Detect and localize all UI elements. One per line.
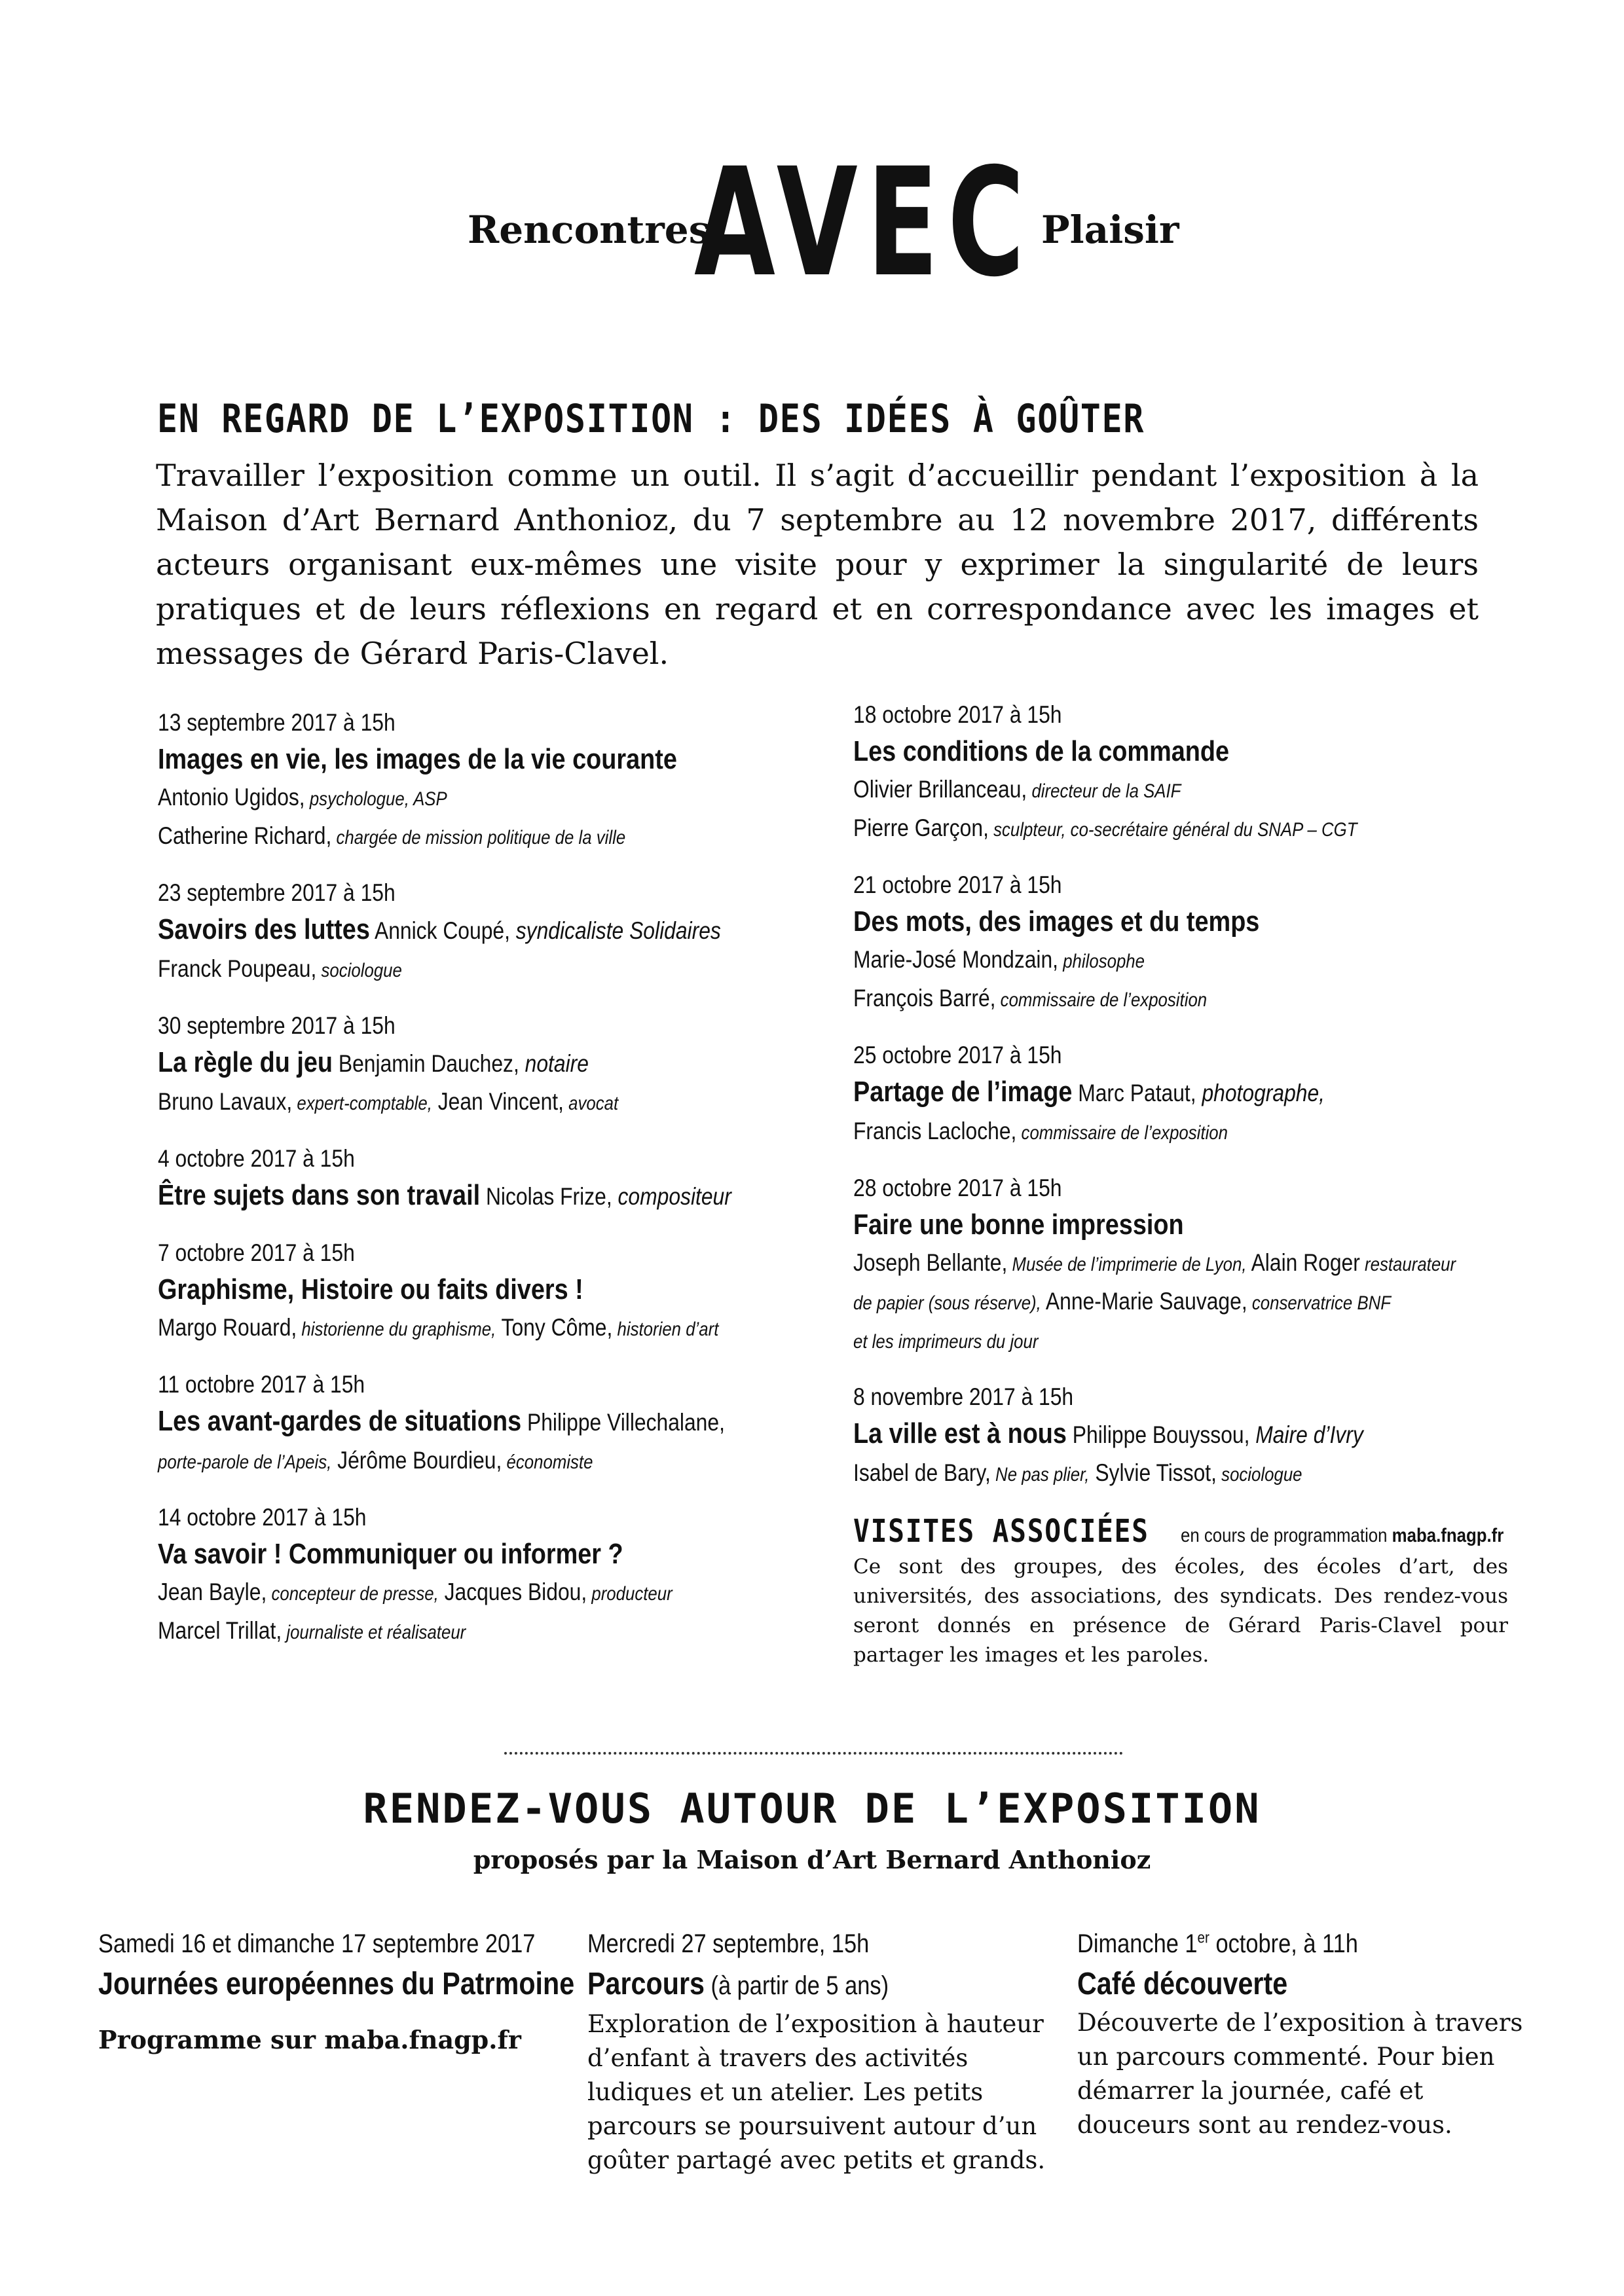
event-title-text: La règle du jeu (158, 1046, 333, 1078)
event-speakers (158, 1309, 721, 1348)
speaker-role: commissaire de l’exposition (995, 989, 1208, 1011)
speaker-name: Marie-José Mondzain, (853, 946, 1059, 973)
speaker-name: Jean Bayle, (158, 1578, 267, 1605)
event-date: 4 octobre 2017 à 15h (158, 1145, 355, 1172)
speaker-role: commissaire de l’exposition (1016, 1122, 1228, 1144)
speaker-name: Franck Poupeau, (158, 955, 317, 982)
event-speakers (853, 1245, 1456, 1283)
speaker-role: Ne pas plier, (990, 1464, 1090, 1485)
rendezvous-title: Journées européennes du Patrmoine (98, 1967, 575, 2001)
rendezvous-date: Samedi 16 et dimanche 17 septembre 2017 (98, 1929, 536, 1958)
section-title-regard: EN REGARD DE L’EXPOSITION : DES IDÉES À GOÛTER (157, 396, 1145, 442)
masthead-logo: AVEC (694, 136, 1034, 310)
event-speakers (158, 818, 721, 856)
date-text: Dimanche 1 (1077, 1929, 1198, 1958)
speaker-name: Jean Vincent, (432, 1088, 564, 1115)
speaker-role: historienne du graphisme, (297, 1319, 496, 1340)
speaker-name: Philippe Bouyssou, (1066, 1421, 1250, 1448)
event-speakers (158, 1574, 721, 1613)
speaker-name: Bruno Lavaux, (158, 1088, 293, 1115)
event-title (158, 1176, 731, 1216)
speaker-name: Marcel Trillat, (158, 1617, 282, 1644)
speaker-role: de papier (sous réserve), (853, 1292, 1041, 1314)
speaker-role: sociologue (1216, 1464, 1302, 1485)
speaker-role: concepteur de presse, (267, 1583, 439, 1605)
event-title (853, 1414, 1416, 1455)
event-item (853, 1380, 1508, 1493)
rendezvous-date: Mercredi 27 septembre, 15h (587, 1929, 870, 1958)
speaker-role: économiste (502, 1451, 593, 1473)
speaker-name: Nicolas Frize, (480, 1183, 612, 1210)
event-speakers (853, 1113, 1416, 1152)
event-date: 28 octobre 2017 à 15h (853, 1175, 1062, 1201)
event-speakers (158, 951, 721, 989)
rendezvous-column-parcours (587, 1925, 1046, 2178)
speaker-role: philosophe (1058, 951, 1145, 972)
speaker-role: expert-comptable, (292, 1093, 432, 1114)
speaker-name: Margo Rouard, (158, 1314, 297, 1341)
speaker-name: Marc Pataut, (1072, 1080, 1196, 1106)
event-date: 8 novembre 2017 à 15h (853, 1383, 1074, 1410)
rendezvous-title: Café découverte (1077, 1967, 1288, 2001)
event-item (158, 1142, 813, 1216)
speaker-name: Joseph Bellante, (853, 1249, 1008, 1276)
event-title: Graphisme, Histoire ou faits divers ! (158, 1273, 583, 1305)
event-date: 11 octobre 2017 à 15h (158, 1371, 365, 1398)
event-date: 14 octobre 2017 à 15h (158, 1504, 367, 1531)
speaker-role: porte-parole de l’Apeis, (158, 1451, 332, 1473)
event-title-text: Être sujets dans son travail (158, 1179, 481, 1211)
speaker-name: Pierre Garçon, (853, 814, 989, 841)
date-ordinal: er (1197, 1929, 1209, 1947)
speaker-name: François Barré, (853, 985, 996, 1011)
dotted-divider (504, 1752, 1123, 1755)
speaker-name: Catherine Richard, (158, 822, 332, 849)
event-title-text: Partage de l’image (853, 1076, 1073, 1108)
speaker-name: Olivier Brillanceau, (853, 776, 1027, 803)
speaker-role: psychologue, ASP (304, 788, 447, 810)
event-title (158, 1043, 721, 1084)
speaker-role: producteur (587, 1583, 673, 1605)
events-column-right (853, 698, 1508, 1670)
event-speakers (853, 771, 1416, 810)
event-title-text: Les avant-gardes de situations (158, 1405, 522, 1437)
speaker-role: sociologue (316, 960, 402, 981)
visites-header (853, 1513, 1508, 1550)
event-date: 21 octobre 2017 à 15h (853, 871, 1062, 898)
age-note: (à partir de 5 ans) (704, 1971, 889, 2000)
masthead-left-word: Rencontres (468, 208, 710, 252)
visites-prog-text: en cours de programmation (1180, 1525, 1392, 1546)
section-subtitle: proposés par la Maison d’Art Bernard Anthonioz (473, 1845, 1151, 1874)
rendezvous-title (587, 1963, 982, 2007)
event-item (853, 1038, 1508, 1152)
events-column-left (158, 706, 813, 1671)
speaker-role: compositeur (612, 1183, 731, 1210)
speaker-role: chargée de mission politique de la ville (331, 827, 626, 848)
event-title: Va savoir ! Communiquer ou informer ? (158, 1538, 623, 1570)
event-item (853, 698, 1508, 848)
speaker-role: avocat (563, 1093, 619, 1114)
section-title-rendez-vous: RENDEZ-VOUS AUTOUR DE L’EXPOSITION (363, 1785, 1261, 1832)
rendezvous-description: Découverte de l’exposition à travers un parcours commenté. Pour bien démarrer la journée, café et douceurs sont au rendez-vous. (1077, 2009, 1523, 2139)
speaker-role: Maire d’Ivry (1249, 1421, 1363, 1448)
event-item (158, 1368, 813, 1481)
event-date: 13 septembre 2017 à 15h (158, 709, 396, 736)
event-speakers (158, 1442, 721, 1481)
event-date: 7 octobre 2017 à 15h (158, 1239, 355, 1266)
rendezvous-date (1077, 1925, 1471, 1963)
event-speakers (853, 810, 1416, 848)
event-item (158, 1236, 813, 1348)
speaker-role: historien d’art (612, 1319, 719, 1340)
event-title: Les conditions de la commande (853, 735, 1230, 767)
date-text: octobre, à 11h (1209, 1929, 1358, 1958)
event-item (158, 876, 813, 989)
speaker-name: Francis Lacloche, (853, 1118, 1017, 1144)
event-speakers (158, 779, 721, 818)
event-item (158, 1501, 813, 1651)
event-title-text: La ville est à nous (853, 1417, 1067, 1449)
speaker-role: syndicaliste Solidaires (509, 917, 721, 944)
masthead-right-word: Plaisir (1041, 208, 1179, 252)
visites-description: Ce sont des groupes, des écoles, des écoles d’art, des universités, des associations, des syndicats. Des rendez-vous seront donnés en présence de Gérard Paris-Clavel pour partager les images et les paroles. (853, 1555, 1508, 1667)
event-speakers (158, 1613, 721, 1651)
speaker-role: journaliste et réalisateur (282, 1622, 466, 1643)
speaker-name: Anne-Marie Sauvage, (1041, 1288, 1247, 1315)
speaker-role: photographe, (1196, 1080, 1325, 1106)
masthead (0, 136, 1624, 310)
event-date: 23 septembre 2017 à 15h (158, 879, 396, 906)
event-date: 18 octobre 2017 à 15h (853, 701, 1062, 728)
speaker-role: directeur de la SAIF (1027, 780, 1181, 802)
event-item (158, 706, 813, 856)
speaker-role: conservatrice BNF (1247, 1292, 1392, 1314)
event-date: 25 octobre 2017 à 15h (853, 1042, 1062, 1068)
visites-programming (1181, 1525, 1504, 1547)
speaker-name: Sylvie Tissot, (1089, 1459, 1217, 1486)
event-speakers (853, 1455, 1416, 1493)
event-title-text: Savoirs des luttes (158, 913, 370, 945)
event-title: Images en vie, les images de la vie courante (158, 743, 677, 775)
speaker-name: Antonio Ugidos, (158, 784, 305, 811)
event-item (158, 1009, 813, 1122)
intro-paragraph: Travailler l’exposition comme un outil. Il s’agit d’accueillir pendant l’exposition à la Maison d’Art Bernard Anthonioz, du 7 septembre au 12 novembre 2017, différents acteurs organisant eux-mêmes une visite pour y exprimer la singularité de leurs pratiques et de leurs réflexions en regard et en correspondance avec les images et messages de Gérard Paris-Clavel. (156, 458, 1479, 671)
event-speakers (853, 980, 1416, 1019)
speaker-role: sculpteur, co-secrétaire général du SNAP – CGT (988, 819, 1357, 841)
speaker-name: Benjamin Dauchez, (333, 1050, 519, 1077)
visites-title: VISITES ASSOCIÉES (853, 1513, 1149, 1550)
event-title (158, 1402, 725, 1442)
speaker-role: notaire (519, 1050, 589, 1077)
rendezvous-column-cafe (1077, 1925, 1536, 2142)
event-title: Faire une bonne impression (853, 1209, 1184, 1241)
event-item (853, 868, 1508, 1019)
speaker-name: Isabel de Bary, (853, 1459, 991, 1486)
rendezvous-title-text: Parcours (587, 1967, 705, 2001)
speaker-name: Alain Roger (1246, 1249, 1360, 1276)
rendezvous-description: Exploration de l’exposition à hauteur d’enfant à travers des activités ludiques et un atelier. Les petits parcours se poursuivent autour d’un goûter partagé avec petits et grands. (587, 2010, 1046, 2174)
programme-link[interactable]: Programme sur maba.fnagp.fr (98, 2025, 521, 2054)
event-speakers (853, 1322, 1416, 1360)
event-title (853, 1072, 1416, 1113)
speaker-role: Musée de l’imprimerie de Lyon, (1007, 1254, 1247, 1275)
speaker-name: Philippe Villechalane, (521, 1409, 725, 1436)
event-date: 30 septembre 2017 à 15h (158, 1012, 396, 1039)
speaker-role: restaurateur (1359, 1254, 1456, 1275)
event-title: Des mots, des images et du temps (853, 905, 1260, 938)
visites-block (853, 1513, 1508, 1670)
speaker-name: Tony Côme, (496, 1314, 613, 1341)
speaker-name: Jacques Bidou, (438, 1578, 587, 1605)
rendezvous-column-patrimoine (98, 1925, 575, 2058)
event-item (853, 1171, 1508, 1360)
event-speakers (853, 941, 1416, 980)
event-title (158, 910, 721, 951)
speaker-role: et les imprimeurs du jour (853, 1331, 1039, 1353)
speaker-name: Jérôme Bourdieu, (331, 1447, 502, 1474)
speaker-name: Annick Coupé, (369, 917, 510, 944)
event-speakers (853, 1283, 1416, 1322)
visites-url-link[interactable]: maba.fnagp.fr (1392, 1525, 1504, 1546)
event-speakers (158, 1084, 721, 1122)
